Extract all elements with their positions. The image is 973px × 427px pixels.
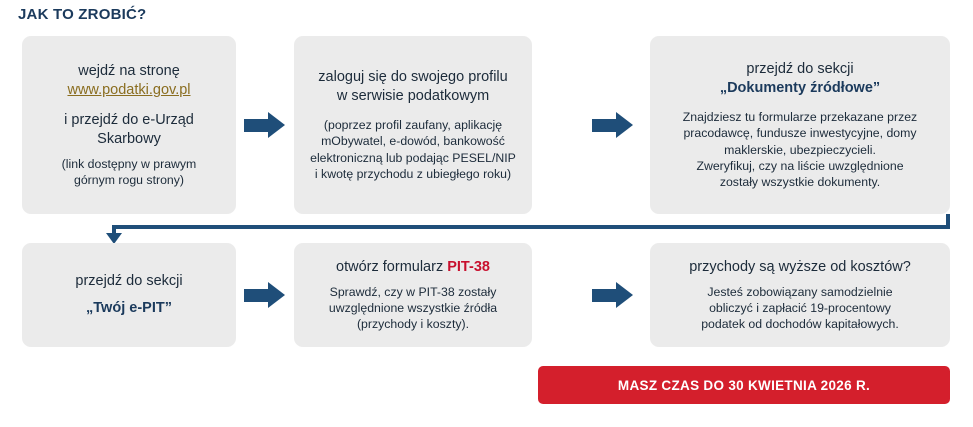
card2-note3: elektroniczną lub podając PESEL/NIP xyxy=(310,150,516,165)
step-card-4 xyxy=(22,243,236,347)
podatki-gov-pl-link[interactable]: www.podatki.gov.pl xyxy=(67,81,191,98)
card2-note2: mObywatel, e-dowód, bankowość xyxy=(321,134,505,149)
deadline-banner: MASZ CZAS DO 30 KWIETNIA 2026 R. xyxy=(538,366,950,404)
card2-note4: i kwotę przychodu z ubiegłego roku) xyxy=(314,166,512,181)
card5-body1: Sprawdź, czy w PIT-38 zostały xyxy=(329,284,497,299)
page-title: JAK TO ZROBIĆ? xyxy=(18,6,147,23)
arrow-right-icon-3 xyxy=(244,282,285,309)
step-card-6 xyxy=(650,243,950,347)
step-card-3 xyxy=(650,36,950,214)
card6-body3: podatek od dochodów kapitałowych. xyxy=(701,317,899,332)
card6-body1: Jesteś zobowiązany samodzielnie xyxy=(707,284,893,299)
card5-line1-prefix: otwórz formularz xyxy=(336,258,448,275)
card6-line1: przychody są wyższe od kosztów? xyxy=(689,258,911,275)
card3-body1: Znajdziesz tu formularze przekazane przez xyxy=(682,110,918,125)
card3-line1: przejdź do sekcji xyxy=(746,60,854,77)
card3-body4: Zweryfikuj, czy na liście uwzględnione xyxy=(696,158,904,173)
step-card-1 xyxy=(22,36,236,214)
card3-body2: pracodawcę, fundusze inwestycyjne, domy xyxy=(683,126,917,141)
step-card-5 xyxy=(294,243,532,347)
card2-line1: zaloguj się do swojego profilu xyxy=(318,68,508,85)
card1-line1: wejdź na stronę xyxy=(78,62,180,79)
card5-body2: uwzględnione wszystkie źródła xyxy=(328,300,498,315)
card5-line1 xyxy=(306,258,520,277)
card4-highlight: „Twój e-PIT” xyxy=(86,299,172,316)
card5-body3: (przychody i koszty). xyxy=(356,317,470,332)
card1-note2: górnym rogu strony) xyxy=(73,173,185,188)
arrow-right-icon-1 xyxy=(244,112,285,139)
card3-body5: zostały wszystkie dokumenty. xyxy=(719,174,881,189)
card1-line2: i przejdź do e-Urząd xyxy=(64,111,194,128)
arrow-right-icon-2 xyxy=(592,112,633,139)
card4-line1: przejdź do sekcji xyxy=(75,273,183,290)
step-card-2 xyxy=(294,36,532,214)
card1-note1: (link dostępny w prawym xyxy=(61,157,197,172)
arrow-elbow-down-icon xyxy=(110,214,950,246)
card2-line2: w serwisie podatkowym xyxy=(336,88,490,105)
card2-note1: (poprzez profil zaufany, aplikację xyxy=(323,118,503,133)
arrow-right-icon-4 xyxy=(592,282,633,309)
card3-body3: maklerskie, ubezpieczycieli. xyxy=(724,142,876,157)
card6-body2: obliczyć i zapłacić 19-procentowy xyxy=(709,300,891,315)
card1-line3: Skarbowy xyxy=(97,130,161,147)
card5-line1-highlight: PIT-38 xyxy=(447,258,490,275)
card3-highlight: „Dokumenty źródłowe” xyxy=(719,79,881,96)
